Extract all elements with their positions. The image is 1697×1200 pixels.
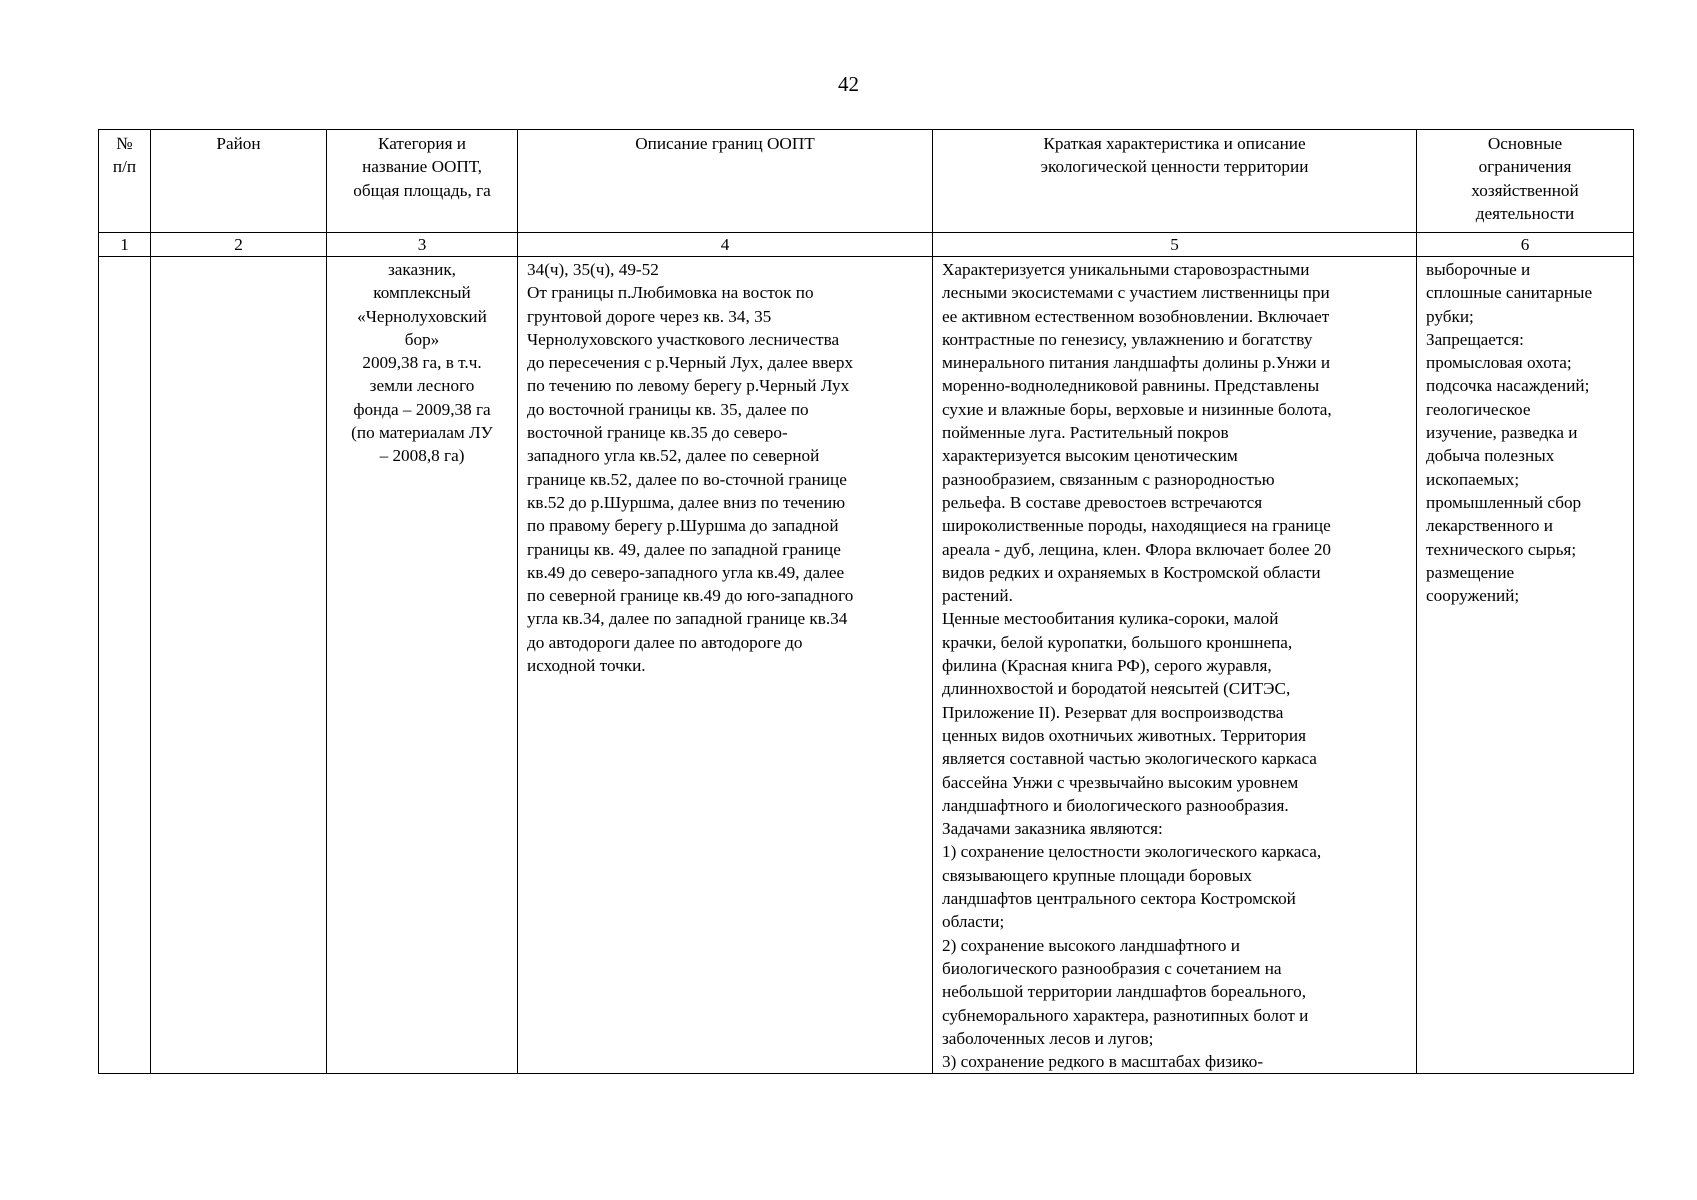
text-line: длиннохвостой и бородатой неясытей (СИТЭС, xyxy=(942,679,1291,699)
text-line: комплексный xyxy=(373,283,471,303)
header-number: № п/п xyxy=(99,130,151,233)
text-line: лесными экосистемами с участием лиственницы при xyxy=(942,283,1330,303)
text-line: растений. xyxy=(942,586,1013,606)
text-line: геологическое xyxy=(1426,399,1531,419)
cell-category xyxy=(327,257,518,1074)
text-line: ископаемых; xyxy=(1426,469,1520,489)
text-line: кв.49 до северо-западного угла кв.49, далее xyxy=(527,562,845,582)
text-line: границы кв. 49, далее по западной границе xyxy=(527,539,841,559)
text-line: связывающего крупные площади боровых xyxy=(942,865,1252,885)
text-line: Приложение II). Резерват для воспроизводства xyxy=(942,702,1284,722)
table-header-row xyxy=(99,130,1634,233)
text-line: минерального питания ландшафты долины р.Унжи и xyxy=(942,353,1331,373)
text-line: Чернолуховского участкового лесничества xyxy=(527,329,840,349)
cell-characteristics xyxy=(933,257,1417,1074)
text-line: небольшой территории ландшафтов бореального, xyxy=(942,982,1307,1002)
header-category: Категория и название ООПТ, общая площадь, га xyxy=(327,130,518,233)
text-line: От границы п.Любимовка на восток по xyxy=(527,283,814,303)
text-line: выборочные и xyxy=(1426,260,1531,279)
text-line: границе кв.52, далее по во-сточной границе xyxy=(527,469,847,489)
text-line: крачки, белой куропатки, большого кроншнепа, xyxy=(942,632,1293,652)
text-line: сооружений; xyxy=(1426,586,1520,606)
text-line: субнеморального характера, разнотипных болот и xyxy=(942,1005,1309,1025)
text-line: рельефа. В составе древостоев встречаются xyxy=(942,492,1263,512)
cell-district xyxy=(151,257,327,1074)
text-line: сухие и влажные боры, верховые и низинные болота, xyxy=(942,399,1332,419)
text-line: Задачами заказника являются: xyxy=(942,819,1163,839)
text-line: ее активном естественном возобновлении. Включает xyxy=(942,306,1330,326)
text-line: размещение xyxy=(1426,562,1515,582)
header-restrictions: Основные ограничения хозяйственной деятельности xyxy=(1417,130,1634,233)
text-line: по течению по левому берегу р.Черный Лух xyxy=(527,376,850,396)
protected-areas-table xyxy=(98,129,1634,1074)
column-number-row xyxy=(99,233,1634,257)
text-line: Ценные местообитания кулика-сороки, малой xyxy=(942,609,1279,629)
header-district: Район xyxy=(151,130,327,233)
text-line: подсочка насаждений; xyxy=(1426,376,1590,396)
text-line: промысловая охота; xyxy=(1426,353,1572,373)
text-line: ландшафтного и биологического разнообразия. xyxy=(942,795,1289,815)
text-line: заказник, xyxy=(388,260,456,279)
text-line: контрастные по генезису, увлажнению и богатству xyxy=(942,329,1313,349)
text-line: ландшафтов центрального сектора Костромской xyxy=(942,889,1296,909)
text-line: западного угла кв.52, далее по северной xyxy=(527,446,820,466)
text-line: является составной частью экологического каркаса xyxy=(942,749,1317,769)
cell-boundaries xyxy=(518,257,933,1074)
text-line: лекарственного и xyxy=(1426,516,1554,536)
text-line: филина (Красная книга РФ), серого журавля, xyxy=(942,656,1272,676)
column-number: 2 xyxy=(151,233,327,257)
column-number: 6 xyxy=(1417,233,1634,257)
text-line: кв.52 до р.Шуршма, далее вниз по течению xyxy=(527,492,846,512)
text-line: ценных видов охотничьих животных. Территория xyxy=(942,725,1306,745)
text-line: по правому берегу р.Шуршма до западной xyxy=(527,516,839,536)
column-number: 1 xyxy=(99,233,151,257)
text-line: восточной границе кв.35 до северо- xyxy=(527,423,788,443)
text-line: 2009,38 га, в т.ч. xyxy=(362,353,482,373)
text-line: разнообразием, связанным с разнородностью xyxy=(942,469,1275,489)
text-line: промышленный сбор xyxy=(1426,492,1582,512)
text-line: широколиственные породы, находящиеся на границе xyxy=(942,516,1331,536)
text-line: изучение, разведка и xyxy=(1426,423,1578,443)
text-line: заболоченных лесов и лугов; xyxy=(942,1028,1154,1048)
text-line: «Чернолуховский xyxy=(357,306,487,326)
text-line: характеризуется высоким ценотическим xyxy=(942,446,1238,466)
text-line: – 2008,8 га) xyxy=(379,446,465,466)
text-line: 34(ч), 35(ч), 49-52 xyxy=(527,260,659,279)
text-line: моренно-водноледниковой равнины. Представлены xyxy=(942,376,1320,396)
column-number: 3 xyxy=(327,233,518,257)
column-number: 5 xyxy=(933,233,1417,257)
text-line: биологического разнообразия с сочетанием на xyxy=(942,958,1282,978)
text-line: фонда – 2009,38 га xyxy=(353,399,491,419)
text-line: до восточной границы кв. 35, далее по xyxy=(527,399,809,419)
text-line: исходной точки. xyxy=(527,656,646,676)
text-line: технического сырья; xyxy=(1426,539,1577,559)
text-line: бассейна Унжи с чрезвычайно высоким уровнем xyxy=(942,772,1299,792)
text-line: по северной границе кв.49 до юго-западного xyxy=(527,586,854,606)
header-boundaries: Описание границ ООПТ xyxy=(518,130,933,233)
text-line: до пересечения с р.Черный Лух, далее вверх xyxy=(527,353,854,373)
table-row xyxy=(99,257,1634,1074)
column-number: 4 xyxy=(518,233,933,257)
text-line: 3) сохранение редкого в масштабах физико- xyxy=(942,1052,1264,1072)
header-characteristics: Краткая характеристика и описание экологической ценности территории xyxy=(933,130,1417,233)
text-line: пойменные луга. Растительный покров xyxy=(942,423,1229,443)
text-line: грунтовой дороге через кв. 34, 35 xyxy=(527,306,772,326)
text-line: 1) сохранение целостности экологического каркаса, xyxy=(942,842,1322,862)
text-line: ареала - дуб, лещина, клен. Флора включает более 20 xyxy=(942,539,1332,559)
text-line: (по материалам ЛУ xyxy=(351,423,493,443)
text-line: добыча полезных xyxy=(1426,446,1555,466)
text-line: 2) сохранение высокого ландшафтного и xyxy=(942,935,1241,955)
text-line: области; xyxy=(942,912,1005,932)
text-line: сплошные санитарные xyxy=(1426,283,1593,303)
page-number: 42 xyxy=(838,72,859,96)
text-line: рубки; xyxy=(1426,306,1474,326)
cell-restrictions xyxy=(1417,257,1634,1074)
text-line: бор» xyxy=(404,329,440,349)
text-line: видов редких и охраняемых в Костромской области xyxy=(942,562,1321,582)
text-line: земли лесного xyxy=(369,376,475,396)
text-line: Характеризуется уникальными старовозрастными xyxy=(942,260,1310,279)
text-line: до автодороги далее по автодороге до xyxy=(527,632,803,652)
text-line: угла кв.34, далее по западной границе кв.34 xyxy=(527,609,848,629)
text-line: Запрещается: xyxy=(1426,329,1524,349)
cell-number xyxy=(99,257,151,1074)
